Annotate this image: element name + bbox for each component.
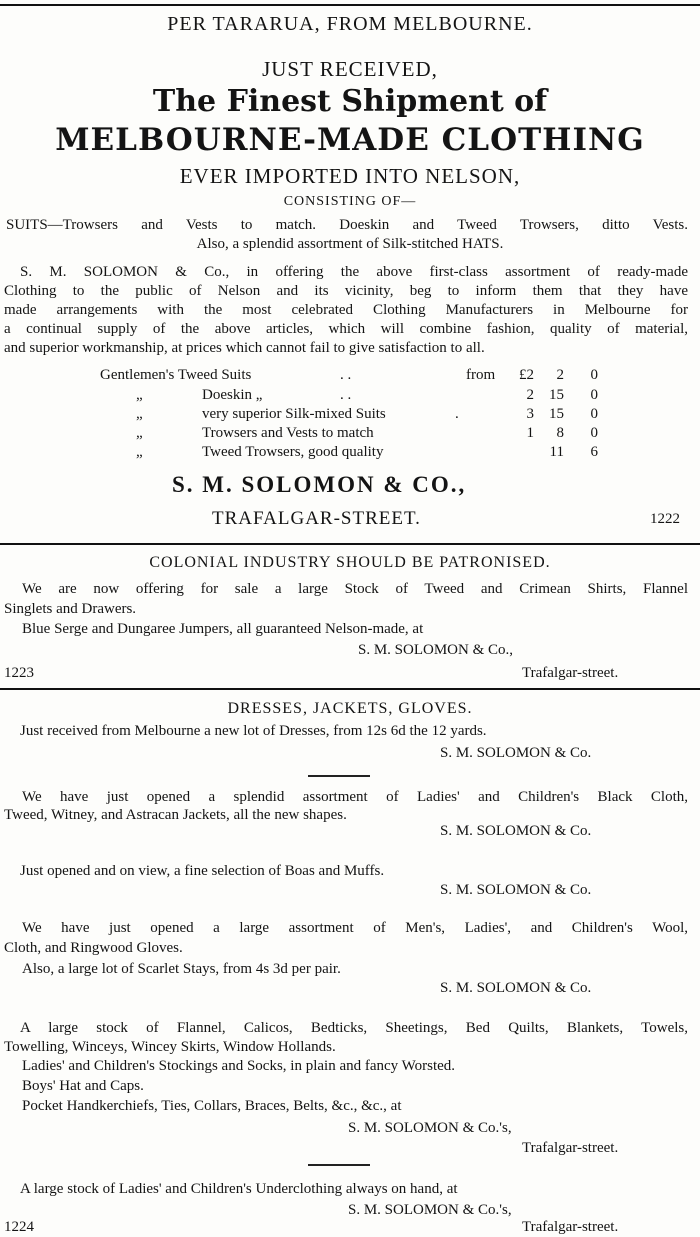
price-shillings: 15 (549, 406, 564, 422)
ad3-firm: S. M. SOLOMON & Co.'s, (348, 1120, 512, 1136)
ad3-number: 1224 (4, 1219, 34, 1235)
ad3-firm: S. M. SOLOMON & Co. (440, 823, 592, 839)
price-item: Tweed Trowsers, good quality (202, 444, 384, 460)
ad1-body-line: a continual supply of the above articles, which will combine fashion, quality of material, (4, 321, 688, 337)
ad2-line: Singlets and Drawers. (4, 601, 137, 617)
ad1-ever-imported: EVER IMPORTED INTO NELSON, (179, 164, 521, 188)
divider-rule (0, 543, 700, 545)
ad3-firm: S. M. SOLOMON & Co. (440, 745, 592, 761)
short-divider (308, 775, 370, 777)
ad3-flannel-line: Ladies' and Children's Stockings and Socks, in plain and fancy Worsted. (22, 1058, 456, 1074)
ad3-boas: Just opened and on view, a fine selection of Boas and Muffs. (20, 863, 385, 879)
ad2-street: Trafalgar-street. (522, 665, 619, 681)
ad1-suits-line: SUITS—Trowsers and Vests to match. Doeskin and Tweed Trowsers, ditto Vests. (6, 217, 688, 233)
ad2-line: We are now offering for sale a large Stock of Tweed and Crimean Shirts, Flannel (22, 581, 688, 597)
ad1-consisting: CONSISTING OF— (283, 194, 417, 209)
divider-rule (0, 688, 700, 690)
ad3-underclothing: A large stock of Ladies' and Children's Underclothing always on hand, at (20, 1181, 458, 1197)
price-pounds: 1 (526, 425, 534, 441)
ad1-melbourne-made: MELBOURNE-MADE CLOTHING (55, 122, 645, 158)
ad3-jackets-line: Tweed, Witney, and Astracan Jackets, all the new shapes. (4, 807, 347, 823)
ad1-body-line: made arrangements with the most celebrated Clothing Manufacturers in Melbourne for (4, 302, 688, 318)
ad3-gloves-line: Cloth, and Ringwood Gloves. (4, 940, 183, 956)
ad1-street: TRAFALGAR-STREET. (212, 508, 421, 529)
ad3-firm: S. M. SOLOMON & Co. (440, 980, 592, 996)
price-pence: 0 (590, 406, 598, 422)
ad2-number: 1223 (4, 665, 34, 681)
ad1-finest-shipment: The Finest Shipment of (152, 84, 548, 119)
ad3-street: Trafalgar-street. (522, 1219, 619, 1235)
price-pence: 0 (590, 425, 598, 441)
ad3-street: Trafalgar-street. (522, 1140, 619, 1156)
ad3-flannel-line: Boys' Hat and Caps. (22, 1078, 144, 1094)
ad1-body-line: Clothing to the public of Nelson and its vicinity, beg to inform them that they have (4, 283, 688, 299)
ad2-firm: S. M. SOLOMON & Co., (358, 642, 514, 658)
price-pence: 0 (590, 387, 598, 403)
price-dots: . . (340, 387, 352, 403)
ad1-firm: S. M. SOLOMON & CO., (172, 472, 467, 497)
price-pounds: 3 (526, 406, 534, 422)
price-shillings: 15 (549, 387, 564, 403)
ditto-mark: „ (136, 425, 143, 441)
price-from: from (466, 367, 496, 383)
ad2-line: Blue Serge and Dungaree Jumpers, all guaranteed Nelson-made, at (22, 621, 424, 637)
ad1-header: PER TARARUA, FROM MELBOURNE. (167, 13, 533, 35)
ditto-mark: „ (136, 444, 143, 460)
ad1-body-line: S. M. SOLOMON & Co., in offering the above first-class assortment of ready-made (20, 264, 688, 280)
price-pounds: £2 (519, 367, 534, 383)
ad1-just-received: JUST RECEIVED, (262, 57, 438, 81)
top-border-rule (0, 4, 700, 6)
ditto-mark: „ (136, 387, 143, 403)
price-dots: . (455, 406, 459, 422)
ad3-header: DRESSES, JACKETS, GLOVES. (227, 700, 473, 717)
price-pence: 0 (590, 367, 598, 383)
price-shillings: 8 (556, 425, 564, 441)
ad3-gloves-line: Also, a large lot of Scarlet Stays, from 4s 3d per pair. (22, 961, 341, 977)
price-item: Gentlemen's Tweed Suits (100, 367, 252, 383)
ad3-flannel-line: A large stock of Flannel, Calicos, Bedticks, Sheetings, Bed Quilts, Blankets, Towels, (20, 1020, 688, 1036)
ad1-number: 1222 (650, 511, 680, 527)
price-item: very superior Silk-mixed Suits (202, 406, 386, 422)
price-dots: . . (340, 367, 352, 383)
ad3-flannel-line: Pocket Handkerchiefs, Ties, Collars, Braces, Belts, &c., &c., at (22, 1098, 402, 1114)
price-pence: 6 (590, 444, 598, 460)
ad2-header: COLONIAL INDUSTRY SHOULD BE PATRONISED. (149, 554, 551, 571)
ad3-gloves-line: We have just opened a large assortment of Men's, Ladies', and Children's Wool, (22, 920, 688, 936)
price-item: Trowsers and Vests to match (202, 425, 374, 441)
ad3-jackets-line: We have just opened a splendid assortment of Ladies' and Children's Black Cloth, (22, 789, 688, 805)
ad1-hats-line: Also, a splendid assortment of Silk-stitched HATS. (196, 236, 504, 252)
ad3-firm: S. M. SOLOMON & Co. (440, 882, 592, 898)
price-shillings: 2 (556, 367, 564, 383)
price-item: Doeskin „ (202, 387, 263, 403)
short-divider (308, 1164, 370, 1166)
ad1-body-line: and superior workmanship, at prices which cannot fail to give satisfaction to all. (4, 340, 485, 356)
ad3-flannel-line: Towelling, Winceys, Wincey Skirts, Window Hollands. (4, 1039, 336, 1055)
ad3-firm: S. M. SOLOMON & Co.'s, (348, 1202, 512, 1218)
ad3-dresses: Just received from Melbourne a new lot of Dresses, from 12s 6d the 12 yards. (20, 723, 487, 739)
price-pounds: 2 (526, 387, 534, 403)
price-shillings: 11 (549, 444, 564, 460)
ditto-mark: „ (136, 406, 143, 422)
